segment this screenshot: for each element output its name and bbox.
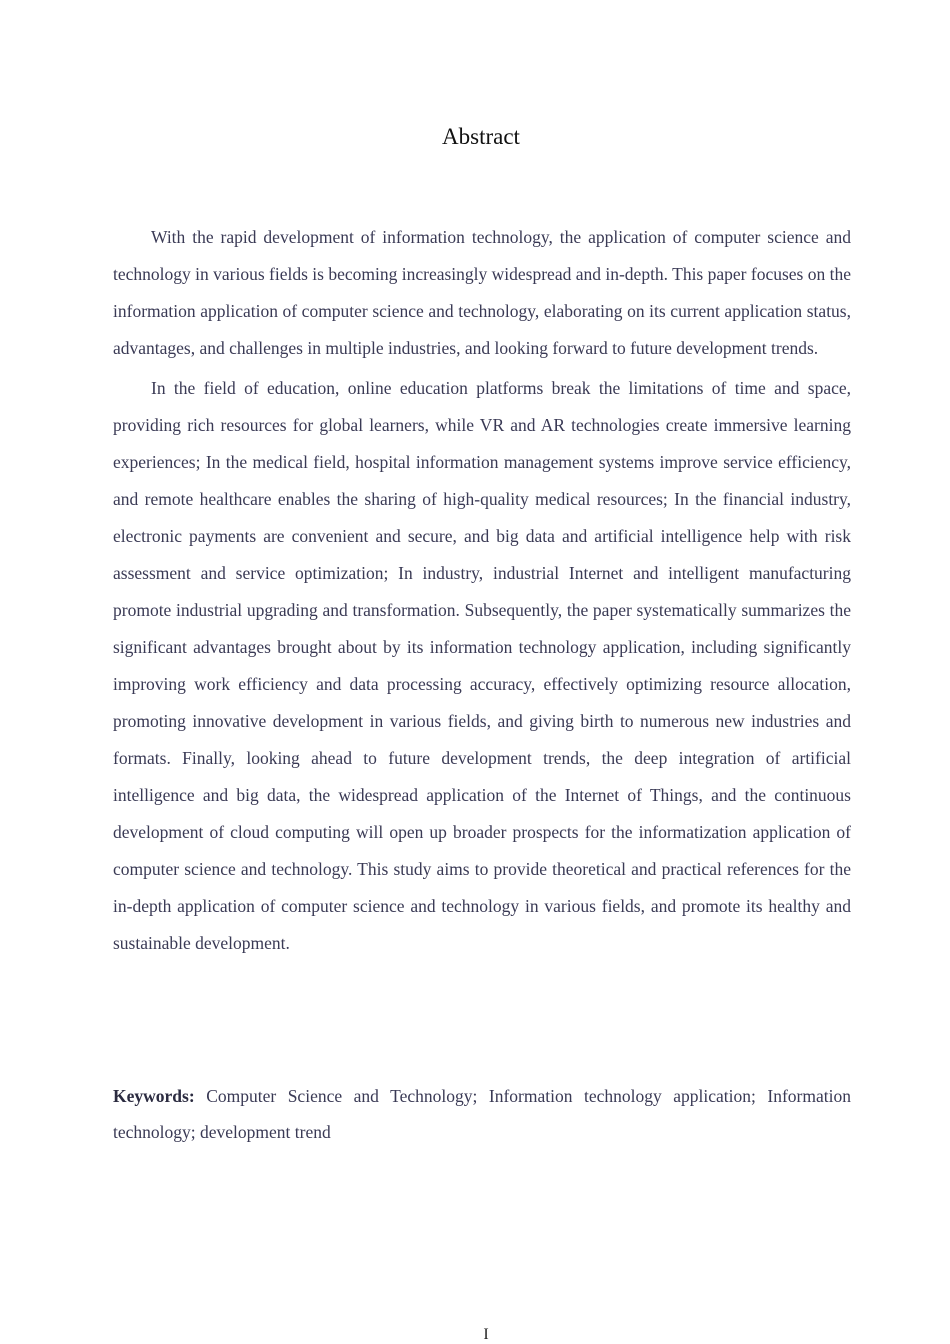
keywords-text: Computer Science and Technology; Information technology application; Information technology; development trend [113, 1086, 851, 1142]
page-number: I [483, 1326, 489, 1343]
keywords-label: Keywords: [113, 1086, 195, 1106]
keywords-line [113, 1078, 851, 1150]
abstract-paragraph-1: With the rapid development of information technology, the application of computer science and technology in various fields is becoming increasingly widespread and in-depth. This paper focuses on the information application of computer science and technology, elaborating on its current application status, advantages, and challenges in multiple industries, and looking forward to future development trends. [113, 227, 851, 358]
abstract-paragraph-2: In the field of education, online education platforms break the limitations of time and space, providing rich resources for global learners, while VR and AR technologies create immersive learning experiences; In the medical field, hospital information management systems improve service efficiency, and remote healthcare enables the sharing of high-quality medical resources; In the financial industry, electronic payments are convenient and secure, and big data and artificial intelligence help with risk assessment and service optimization; In industry, industrial Internet and intelligent manufacturing promote industrial upgrading and transformation. Subsequently, the paper systematically summarizes the significant advantages brought about by its information technology application, including significantly improving work efficiency and data processing accuracy, effectively optimizing resource allocation, promoting innovative development in various fields, and giving birth to numerous new industries and formats. Finally, looking ahead to future development trends, the deep integration of artificial intelligence and big data, the widespread application of the Internet of Things, and the continuous development of cloud computing will open up broader prospects for the informatization application of computer science and technology. This study aims to provide theoretical and practical references for the in-depth application of computer science and technology in various fields, and promote its healthy and sustainable development. [113, 378, 851, 953]
abstract-body [113, 219, 851, 962]
page-title: Abstract [442, 124, 520, 149]
